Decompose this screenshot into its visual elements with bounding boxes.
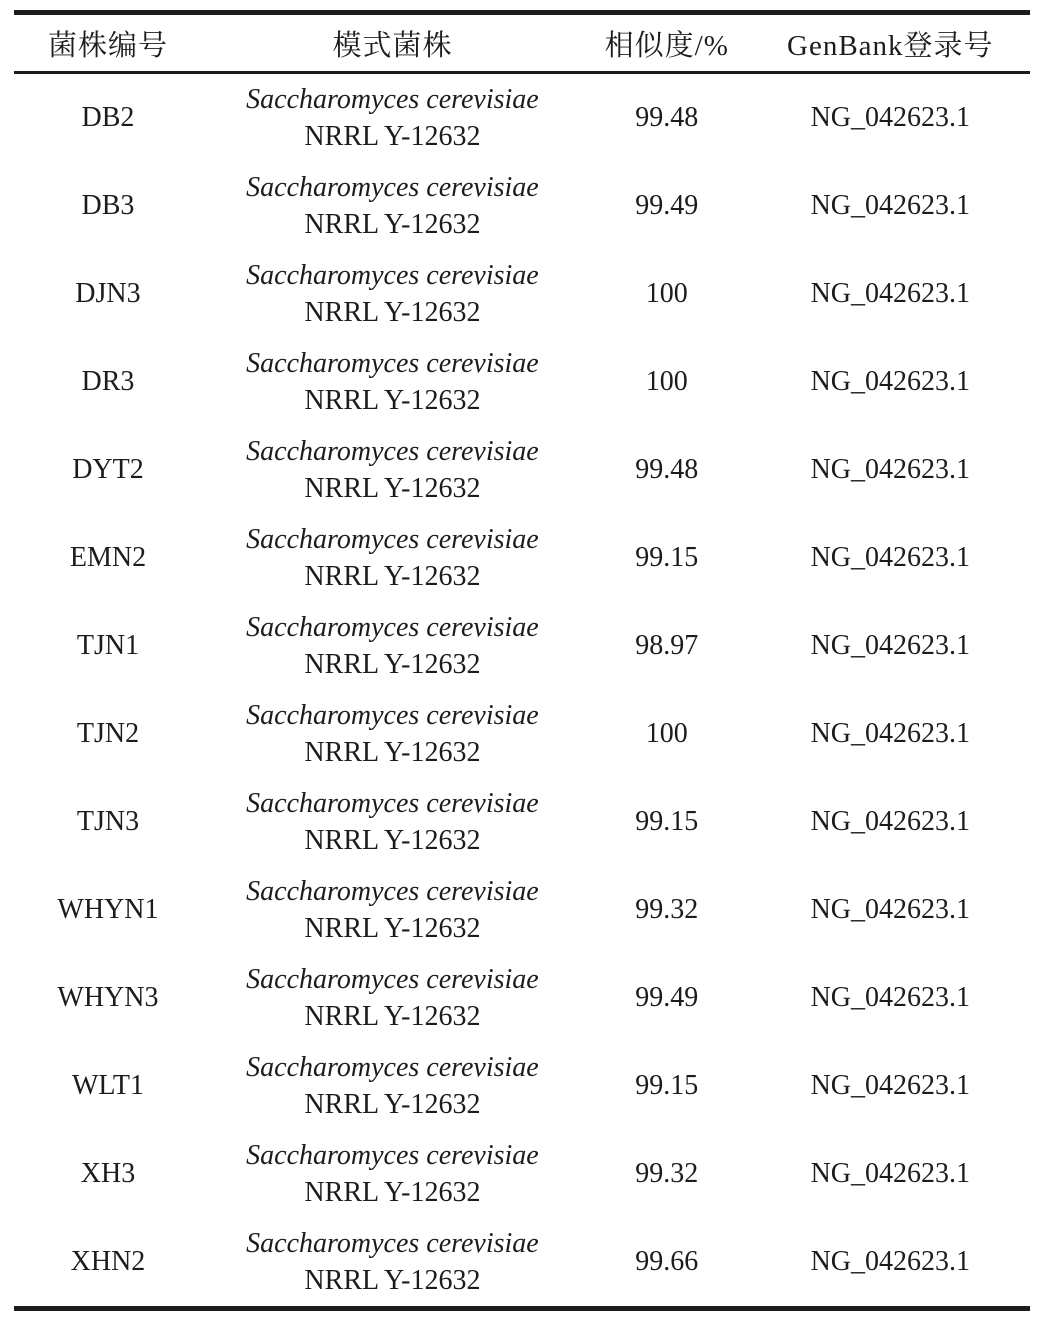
strain-collection-code: NRRL Y-12632 xyxy=(304,1089,481,1120)
species-name: Saccharomyces cerevisiae xyxy=(246,1140,539,1171)
species-name: Saccharomyces cerevisiae xyxy=(246,1228,539,1259)
species-name: Saccharomyces cerevisiae xyxy=(246,348,539,379)
genbank-accession-cell: NG_042623.1 xyxy=(810,1246,971,1277)
similarity-cell: 99.49 xyxy=(635,190,699,221)
similarity-cell: 99.48 xyxy=(635,454,699,485)
table-row xyxy=(14,866,1030,954)
table-row xyxy=(14,690,1030,778)
type-strain-cell xyxy=(202,514,583,602)
table-row xyxy=(14,338,1030,426)
strain-id-cell: DB2 xyxy=(81,102,135,133)
table-row xyxy=(14,426,1030,514)
similarity-cell: 99.15 xyxy=(635,542,699,573)
col-header-type-strain: 模式菌株 xyxy=(332,29,453,62)
strain-collection-code: NRRL Y-12632 xyxy=(304,209,481,240)
similarity-cell: 100 xyxy=(645,718,688,749)
similarity-cell: 98.97 xyxy=(635,630,699,661)
table-row xyxy=(14,514,1030,602)
genbank-accession-cell: NG_042623.1 xyxy=(810,806,971,837)
type-strain-cell xyxy=(202,250,583,338)
genbank-accession-cell: NG_042623.1 xyxy=(810,454,971,485)
table-row xyxy=(14,162,1030,250)
table-row xyxy=(14,954,1030,1042)
strain-collection-code: NRRL Y-12632 xyxy=(304,737,481,768)
strain-collection-code: NRRL Y-12632 xyxy=(304,121,481,152)
strain-collection-code: NRRL Y-12632 xyxy=(304,1265,481,1296)
strain-id-cell: TJN1 xyxy=(76,630,140,661)
species-name: Saccharomyces cerevisiae xyxy=(246,876,539,907)
species-name: Saccharomyces cerevisiae xyxy=(246,436,539,467)
strain-collection-code: NRRL Y-12632 xyxy=(304,473,481,504)
similarity-cell: 99.49 xyxy=(635,982,699,1013)
species-name: Saccharomyces cerevisiae xyxy=(246,172,539,203)
species-name: Saccharomyces cerevisiae xyxy=(246,964,539,995)
strain-identification-table xyxy=(14,10,1030,1311)
genbank-accession-cell: NG_042623.1 xyxy=(810,982,971,1013)
type-strain-cell xyxy=(202,866,583,954)
col-header-genbank: GenBank登录号 xyxy=(787,29,994,62)
strain-id-cell: DB3 xyxy=(81,190,135,221)
similarity-cell: 99.32 xyxy=(635,894,699,925)
strain-id-cell: DJN3 xyxy=(75,278,141,309)
strain-collection-code: NRRL Y-12632 xyxy=(304,1001,481,1032)
similarity-cell: 99.48 xyxy=(635,102,699,133)
type-strain-cell xyxy=(202,73,583,163)
strain-id-cell: XHN2 xyxy=(70,1246,146,1277)
strain-collection-code: NRRL Y-12632 xyxy=(304,913,481,944)
strain-collection-code: NRRL Y-12632 xyxy=(304,297,481,328)
type-strain-cell xyxy=(202,162,583,250)
species-name: Saccharomyces cerevisiae xyxy=(246,524,539,555)
genbank-accession-cell: NG_042623.1 xyxy=(810,1158,971,1189)
type-strain-cell xyxy=(202,1218,583,1309)
col-header-similarity: 相似度/% xyxy=(604,29,729,62)
strain-id-cell: WHYN1 xyxy=(57,894,159,925)
type-strain-cell xyxy=(202,602,583,690)
species-name: Saccharomyces cerevisiae xyxy=(246,260,539,291)
genbank-accession-cell: NG_042623.1 xyxy=(810,630,971,661)
strain-collection-code: NRRL Y-12632 xyxy=(304,649,481,680)
strain-id-cell: TJN2 xyxy=(76,718,140,749)
type-strain-cell xyxy=(202,778,583,866)
strain-id-cell: DYT2 xyxy=(72,454,144,485)
genbank-accession-cell: NG_042623.1 xyxy=(810,366,971,397)
species-name: Saccharomyces cerevisiae xyxy=(246,700,539,731)
strain-id-cell: WHYN3 xyxy=(57,982,159,1013)
table-row xyxy=(14,778,1030,866)
type-strain-cell xyxy=(202,338,583,426)
strain-collection-code: NRRL Y-12632 xyxy=(304,385,481,416)
genbank-accession-cell: NG_042623.1 xyxy=(810,190,971,221)
species-name: Saccharomyces cerevisiae xyxy=(246,612,539,643)
similarity-cell: 100 xyxy=(645,278,688,309)
type-strain-cell xyxy=(202,1130,583,1218)
data-table xyxy=(14,10,1030,1311)
strain-collection-code: NRRL Y-12632 xyxy=(304,825,481,856)
similarity-cell: 99.15 xyxy=(635,1070,699,1101)
type-strain-cell xyxy=(202,426,583,514)
genbank-accession-cell: NG_042623.1 xyxy=(810,542,971,573)
type-strain-cell xyxy=(202,1042,583,1130)
strain-collection-code: NRRL Y-12632 xyxy=(304,1177,481,1208)
genbank-accession-cell: NG_042623.1 xyxy=(810,1070,971,1101)
table-row xyxy=(14,73,1030,163)
type-strain-cell xyxy=(202,954,583,1042)
similarity-cell: 99.15 xyxy=(635,806,699,837)
genbank-accession-cell: NG_042623.1 xyxy=(810,102,971,133)
strain-id-cell: EMN2 xyxy=(69,542,147,573)
col-header-strain-id: 菌株编号 xyxy=(47,29,168,62)
strain-id-cell: TJN3 xyxy=(76,806,140,837)
genbank-accession-cell: NG_042623.1 xyxy=(810,894,971,925)
strain-collection-code: NRRL Y-12632 xyxy=(304,561,481,592)
species-name: Saccharomyces cerevisiae xyxy=(246,788,539,819)
genbank-accession-cell: NG_042623.1 xyxy=(810,278,971,309)
table-row xyxy=(14,250,1030,338)
species-name: Saccharomyces cerevisiae xyxy=(246,84,539,115)
table-header-row xyxy=(14,13,1030,73)
table-row xyxy=(14,1130,1030,1218)
table-row xyxy=(14,1218,1030,1309)
strain-id-cell: WLT1 xyxy=(71,1070,145,1101)
similarity-cell: 99.32 xyxy=(635,1158,699,1189)
type-strain-cell xyxy=(202,690,583,778)
table-row xyxy=(14,602,1030,690)
similarity-cell: 99.66 xyxy=(635,1246,699,1277)
table-row xyxy=(14,1042,1030,1130)
genbank-accession-cell: NG_042623.1 xyxy=(810,718,971,749)
similarity-cell: 100 xyxy=(645,366,688,397)
species-name: Saccharomyces cerevisiae xyxy=(246,1052,539,1083)
strain-id-cell: DR3 xyxy=(81,366,135,397)
strain-id-cell: XH3 xyxy=(80,1158,136,1189)
